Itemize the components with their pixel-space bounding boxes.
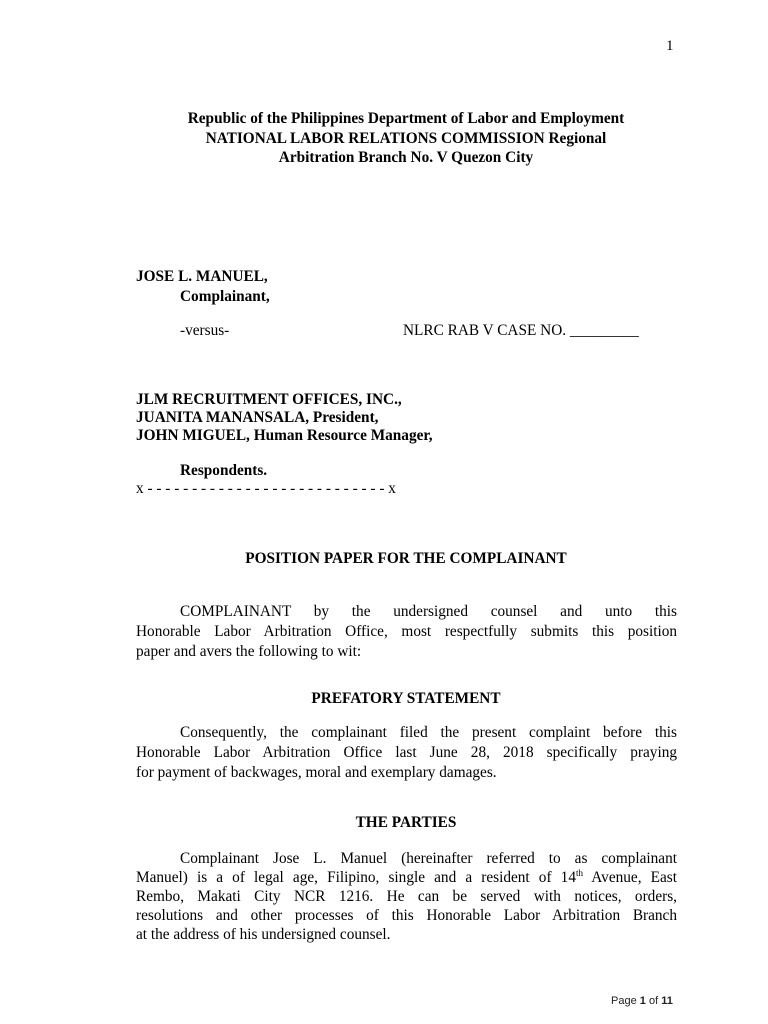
page-number-top: 1 (666, 38, 674, 54)
header-line-2: NATIONAL LABOR RELATIONS COMMISSION Regional (205, 129, 607, 147)
respondents-role: Respondents. (180, 462, 268, 479)
prefatory-paragraph (136, 723, 677, 783)
intro-line-1: COMPLAINANT by the undersigned counsel and unto this (180, 603, 677, 620)
page-footer (611, 995, 673, 1007)
parties-line-5: at the address of his undersigned counsel. (136, 926, 391, 943)
prefatory-line-2: Honorable Labor Arbitration Office last June 28, 2018 specifically praying (136, 744, 677, 761)
footer-of-label: of (648, 995, 659, 1007)
parties-line-1: Complainant Jose L. Manuel (hereinafter referred to as complainant (180, 850, 677, 867)
respondent-president: JUANITA MANANSALA, President, (136, 409, 379, 426)
caption-separator: x - - - - - - - - - - - - - - - - - - - - - - - - - - - x (136, 480, 396, 497)
intro-line-2: Honorable Labor Arbitration Office, most respectfully submits this position (136, 623, 677, 640)
document-title: POSITION PAPER FOR THE COMPLAINANT (245, 550, 567, 567)
prefatory-line-3: for payment of backwages, moral and exemplary damages. (136, 764, 497, 781)
parties-paragraph (136, 849, 677, 944)
respondent-hr-manager: JOHN MIGUEL, Human Resource Manager, (136, 427, 433, 444)
parties-line-4: resolutions and other processes of this Honorable Labor Arbitration Branch (136, 907, 677, 924)
prefatory-heading: PREFATORY STATEMENT (311, 690, 501, 707)
prefatory-line-1: Consequently, the complainant filed the present complaint before this (180, 724, 677, 741)
intro-paragraph (136, 602, 677, 662)
parties-heading: THE PARTIES (355, 814, 457, 831)
respondent-company: JLM RECRUITMENT OFFICES, INC., (136, 391, 402, 408)
header-line-1: Republic of the Philippines Department of Labor and Employment (187, 110, 625, 127)
versus-label: -versus- (180, 322, 230, 339)
complainant-name: JOSE L. MANUEL, (136, 268, 268, 285)
footer-current-page: 1 (639, 995, 646, 1007)
court-header (130, 109, 682, 168)
intro-line-3: paper and avers the following to wit: (136, 643, 362, 660)
header-line-3: Arbitration Branch No. V Quezon City (278, 149, 534, 166)
parties-line-3: Rembo, Makati City NCR 1216. He can be served with notices, orders, (136, 888, 677, 905)
complainant-role: Complainant, (180, 288, 270, 305)
footer-total-pages: 11 (661, 995, 673, 1007)
footer-page-label: Page (611, 995, 637, 1007)
parties-line-2: Manuel) is a of legal age, Filipino, single and a resident of 14th Avenue, East (136, 867, 677, 886)
case-number: NLRC RAB V CASE NO. _________ (403, 322, 639, 339)
